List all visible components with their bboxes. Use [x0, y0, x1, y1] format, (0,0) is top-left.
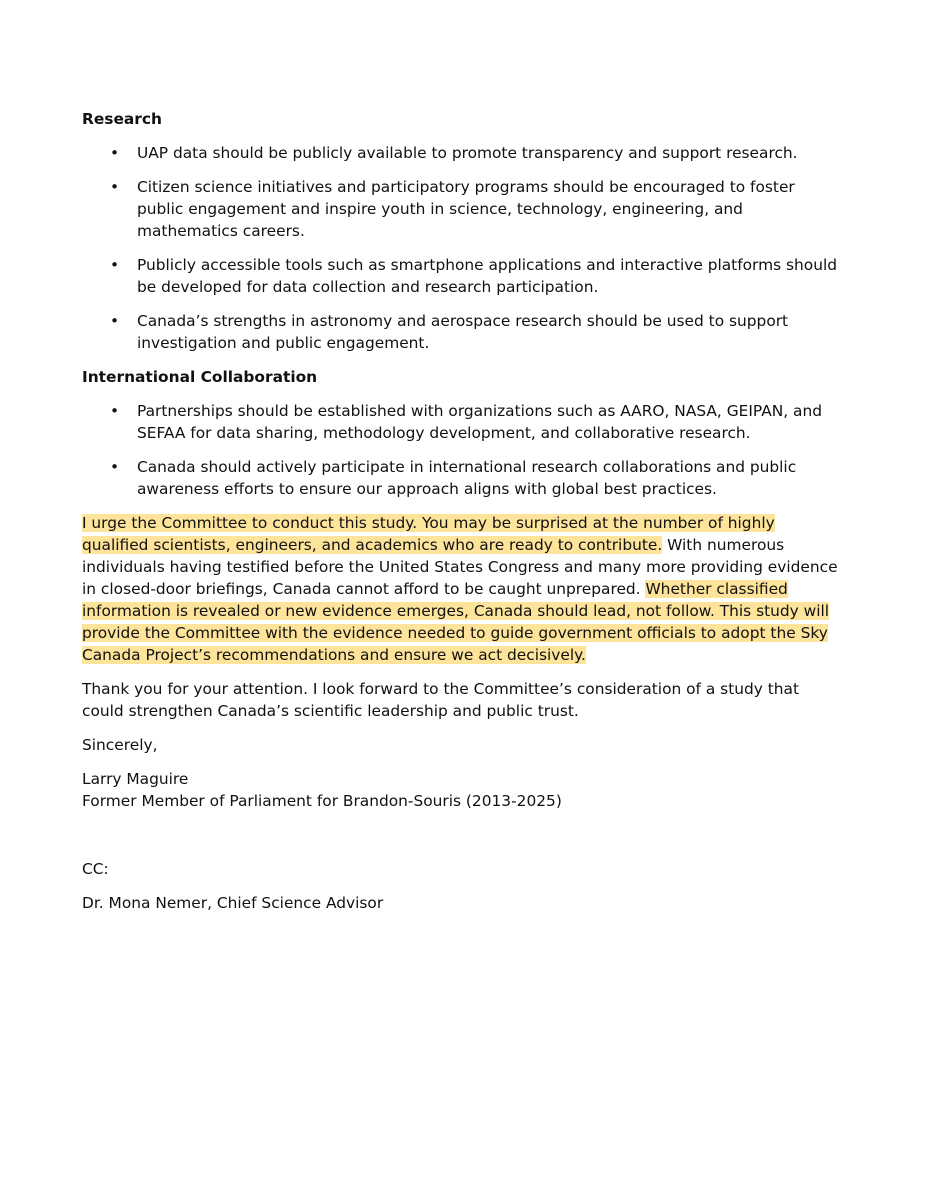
- list-item: • Partnerships should be established with organizations such as AARO, NASA, GEIPAN, and SEFAA for data sharing, methodology development, and collaborative research.: [110, 402, 822, 442]
- list-item: • Publicly accessible tools such as smartphone applications and interactive platforms should be developed for data collection and research participation.: [110, 256, 837, 296]
- international-list: [82, 400, 842, 500]
- bullet-icon: •: [110, 312, 120, 330]
- bullet-icon: •: [110, 178, 120, 196]
- section-heading-research: Research: [82, 110, 162, 128]
- cc-label: CC:: [82, 860, 109, 878]
- bullet-icon: •: [110, 256, 120, 274]
- list-item: • UAP data should be publicly available to promote transparency and support research.: [110, 144, 798, 162]
- thanks-paragraph: Thank you for your attention. I look forward to the Committee’s consideration of a study that could strengthen Canada’s scientific leadership and public trust.: [82, 680, 800, 720]
- list-item: • Citizen science initiatives and participatory programs should be encouraged to foster public engagement and inspire youth in science, technology, engineering, and mathematics careers.: [110, 178, 795, 240]
- research-list: [82, 142, 842, 354]
- list-item: • Canada should actively participate in international research collaborations and public awareness efforts to ensure our approach aligns with global best practices.: [110, 458, 797, 498]
- signature-title: Former Member of Parliament for Brandon-Souris (2013-2025): [82, 792, 562, 810]
- section-heading-international: International Collaboration: [82, 368, 318, 386]
- paragraph-text: With numerous individuals having testified before the United States Congress and many more providing evidence in closed-door briefings, Canada cannot afford to be caught unprepared.: [82, 536, 838, 598]
- letter-page: [82, 108, 842, 926]
- bullet-icon: •: [110, 402, 120, 420]
- cc-recipient: Dr. Mona Nemer, Chief Science Advisor: [82, 894, 384, 912]
- list-item: • Canada’s strengths in astronomy and aerospace research should be used to support investigation and public engagement.: [110, 312, 789, 352]
- bullet-icon: •: [110, 144, 120, 162]
- highlighted-text: I urge the Committee to conduct this study. You may be surprised at the number of highly qualified scientists, engineers, and academics who are ready to contribute.: [82, 514, 775, 554]
- closing: Sincerely,: [82, 736, 158, 754]
- bullet-icon: •: [110, 458, 120, 476]
- signature-name: Larry Maguire: [82, 770, 189, 788]
- highlighted-text: Whether classified information is revealed or new evidence emerges, Canada should lead, not follow. This study will provide the Committee with the evidence needed to guide government officials to adopt the Sky Canada Project’s recommendations and ensure we act decisively.: [82, 580, 830, 664]
- urge-paragraph: [82, 512, 842, 666]
